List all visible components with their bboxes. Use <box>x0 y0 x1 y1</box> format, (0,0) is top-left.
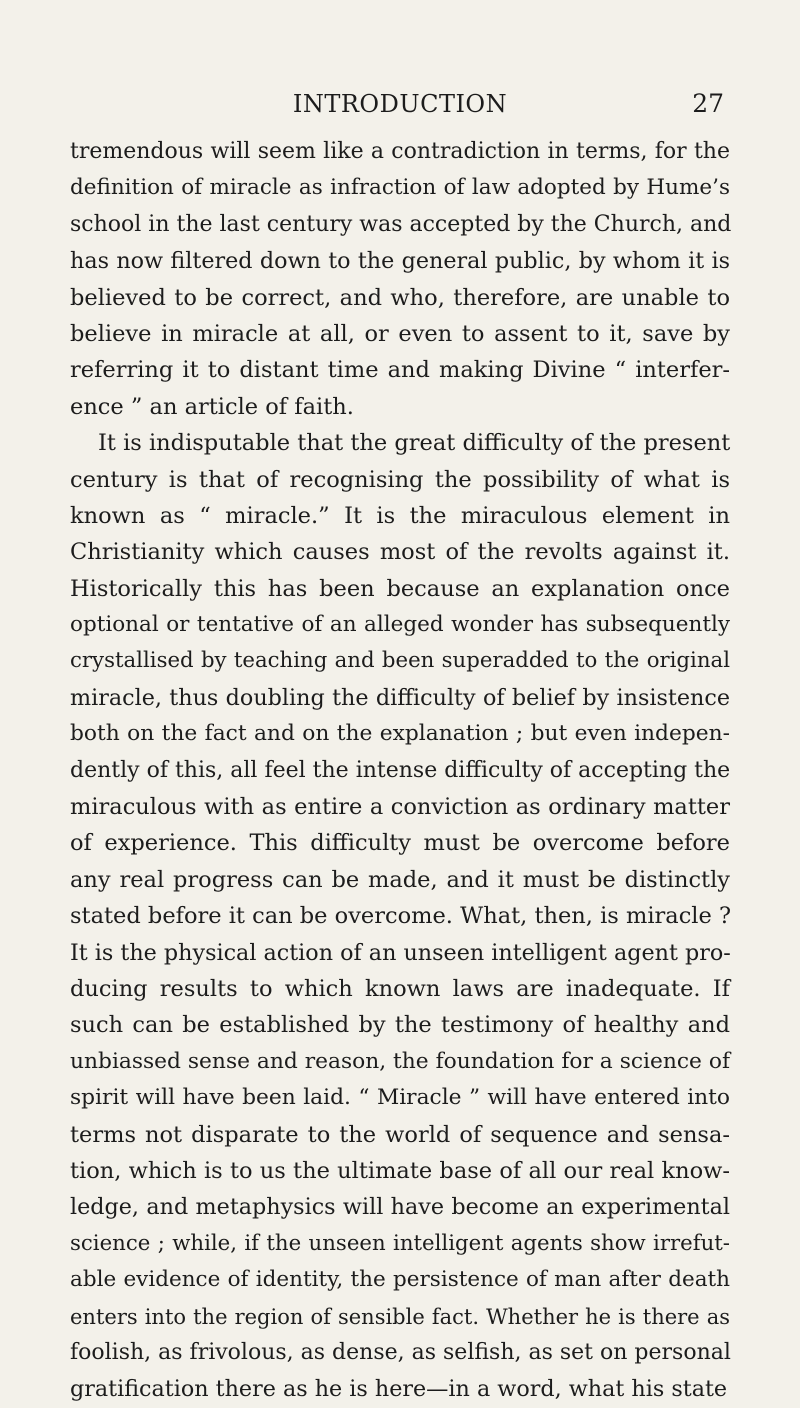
page-number: 27 <box>692 89 724 118</box>
text-line: enters into the region of sensible fact. Whether he is there as <box>70 1304 730 1329</box>
text-line: stated before it can be overcome. What, then, is miracle ? <box>70 903 732 930</box>
text-line: crystallised by teaching and been superadded to the original <box>70 648 730 674</box>
text-line: referring it to distant time and making Divine “ interfer- <box>70 357 730 384</box>
text-line: It is the physical action of an unseen intelligent agent pro- <box>70 939 731 966</box>
text-line: science ; while, if the unseen intelligent agents show irrefut- <box>70 1230 730 1256</box>
text-line: gratification there as he is here—in a word, what his state <box>70 1376 728 1403</box>
text-line: foolish, as frivolous, as dense, as selfish, as set on personal <box>70 1339 731 1365</box>
text-line: both on the fact and on the explanation ; but even indepen- <box>70 721 730 747</box>
text-line: miraculous with as entire a conviction as ordinary matter <box>70 794 730 821</box>
running-head <box>70 88 730 120</box>
text-line: century is that of recognising the possibility of what is <box>70 466 730 493</box>
text-line: has now filtered down to the general public, by whom it is <box>70 248 730 275</box>
text-line: Christianity which causes most of the revolts against it. <box>70 539 730 566</box>
text-line: terms not disparate to the world of sequence and sensa- <box>70 1121 730 1148</box>
text-line: believed to be correct, and who, therefore, are unable to <box>70 284 730 311</box>
text-line: ledge, and metaphysics will have become an experimental <box>70 1194 730 1221</box>
text-line: known as “ miracle.” It is the miraculous element in <box>70 502 730 529</box>
text-line: school in the last century was accepted by the Church, and <box>70 211 732 237</box>
body-text <box>70 134 730 1408</box>
text-line: miracle, thus doubling the difficulty of belief by insistence <box>70 684 730 711</box>
text-line: ence ” an article of faith. <box>70 393 354 420</box>
text-line: optional or tentative of an alleged wonder has subsequently <box>70 612 730 638</box>
text-line: spirit will have been laid. “ Miracle ” will have entered into <box>70 1085 730 1111</box>
text-line: tremendous will seem like a contradiction in terms, for the <box>70 139 730 164</box>
text-line: ducing results to which known laws are inadequate. If <box>70 975 730 1002</box>
text-line: dently of this, all feel the intense difficulty of accepting the <box>70 757 731 783</box>
text-line: able evidence of identity, the persistence of man after death <box>70 1267 730 1293</box>
text-line: definition of miracle as infraction of law adopted by Hume’s <box>70 175 730 201</box>
text-line: believe in miracle at all, or even to assent to it, save by <box>70 320 730 347</box>
running-title: INTRODUCTION <box>292 90 508 118</box>
text-line: It is indisputable that the great difficulty of the present <box>98 430 731 457</box>
text-line: such can be established by the testimony of healthy and <box>70 1012 730 1039</box>
text-line: unbiassed sense and reason, the foundation for a science of <box>70 1048 730 1074</box>
text-line: tion, which is to us the ultimate base of all our real know- <box>70 1157 730 1184</box>
text-line: Historically this has been because an explanation once <box>70 575 730 602</box>
text-line: any real progress can be made, and it must be distinctly <box>70 866 730 893</box>
text-line: of experience. This difficulty must be overcome before <box>70 830 730 857</box>
